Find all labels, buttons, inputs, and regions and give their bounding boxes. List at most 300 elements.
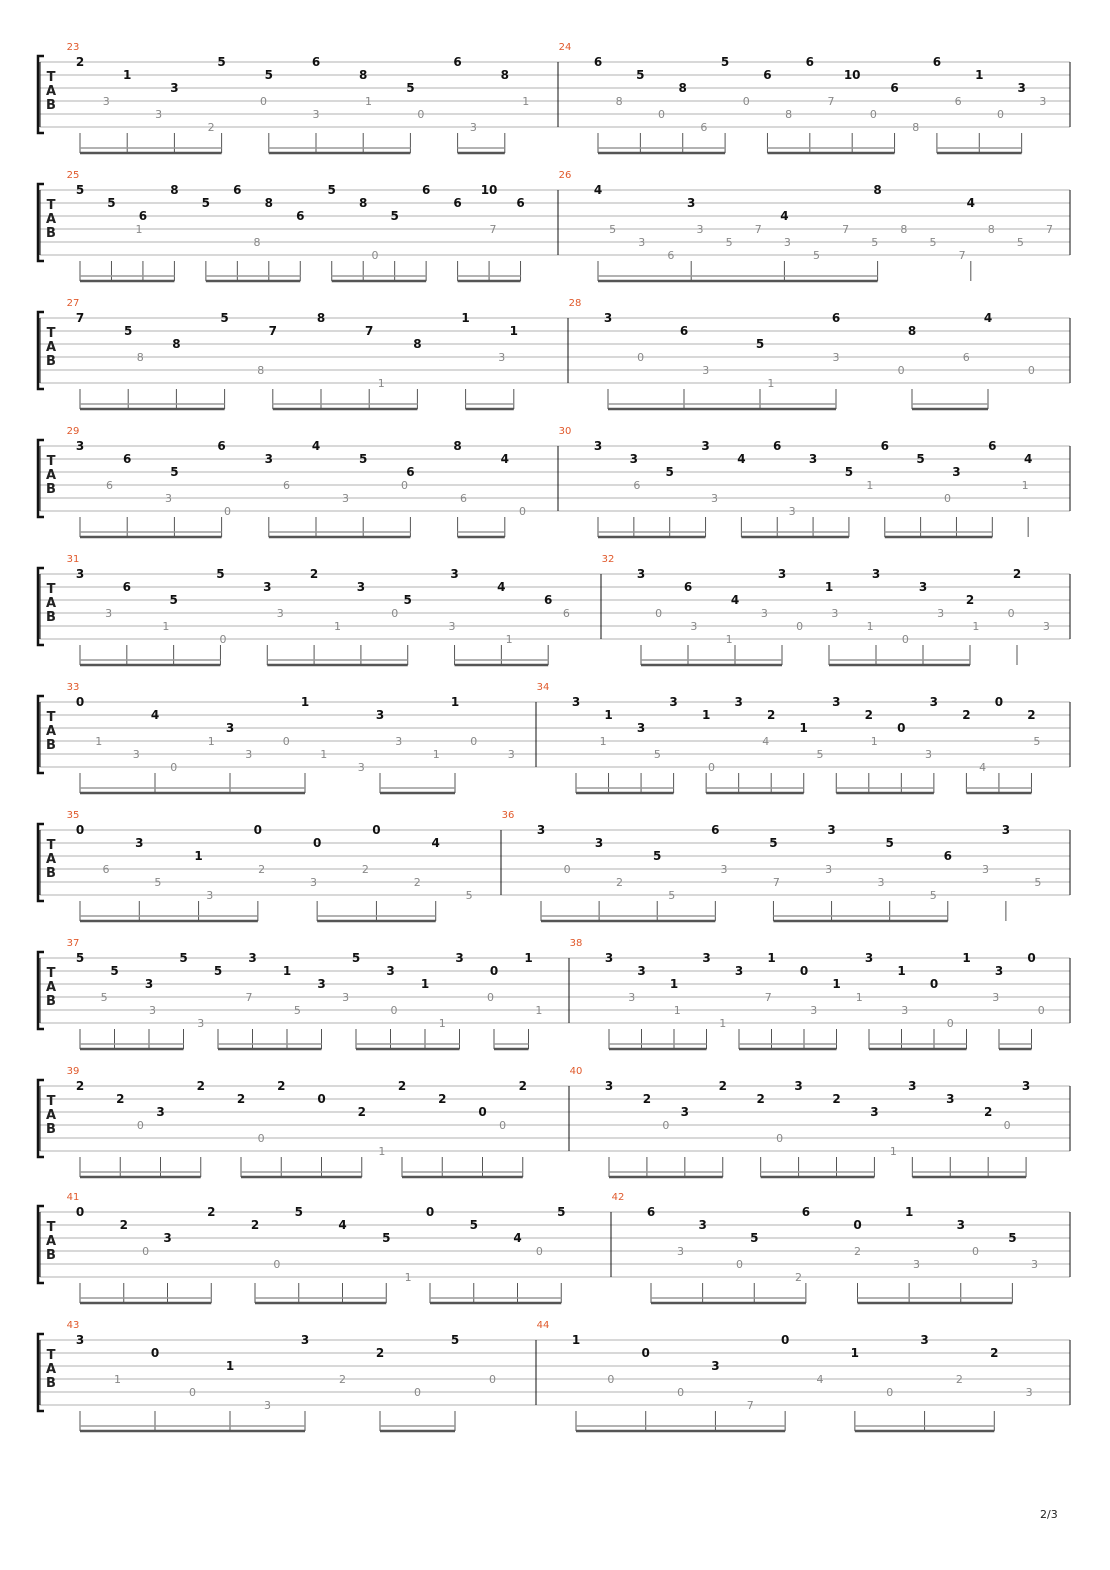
bass-fret-number: 1 — [364, 95, 372, 108]
tab-clef-letter: A — [45, 1362, 57, 1377]
fret-number: 5 — [755, 337, 765, 351]
bass-fret-number: 3 — [148, 1004, 156, 1017]
fret-number: 3 — [808, 452, 818, 466]
fret-number: 5 — [665, 465, 674, 479]
bass-fret-number: 7 — [772, 876, 780, 889]
bass-fret-number: 5 — [653, 748, 661, 761]
bass-fret-number: 0 — [260, 95, 268, 108]
fret-number: 1 — [824, 580, 834, 594]
fret-number: 0 — [75, 1205, 85, 1219]
tab-clef-letter: T — [46, 710, 56, 725]
fret-number: 6 — [831, 311, 841, 325]
fret-number: 5 — [450, 1333, 460, 1347]
bass-fret-number: 0 — [142, 1245, 150, 1258]
system-bracket — [38, 1206, 44, 1283]
bass-fret-number: 3 — [810, 1004, 818, 1017]
fret-number: 6 — [406, 465, 415, 479]
bass-fret-number: 3 — [155, 108, 163, 121]
tab-clef-letter: A — [45, 852, 57, 867]
bass-fret-number: 6 — [633, 479, 641, 492]
bass-fret-number: 1 — [719, 1017, 727, 1030]
fret-number: 3 — [156, 1105, 165, 1119]
page-number: 2/3 — [1040, 1508, 1058, 1521]
bass-fret-number: 6 — [962, 351, 970, 364]
bass-fret-number: 8 — [900, 223, 908, 236]
bass-fret-number: 3 — [831, 607, 839, 620]
fret-number: 4 — [730, 593, 740, 607]
fret-number: 3 — [375, 708, 385, 722]
fret-number: 3 — [300, 1333, 310, 1347]
fret-number: 2 — [357, 1105, 366, 1119]
tab-clef-letter: B — [46, 1248, 56, 1263]
bass-fret-number: 1 — [522, 95, 530, 108]
bass-fret-number: 8 — [253, 236, 261, 249]
measure-number: 28 — [568, 298, 582, 309]
bass-fret-number: 1 — [889, 1145, 897, 1158]
tab-clef-letter: T — [46, 582, 56, 597]
fret-number: 2 — [983, 1105, 993, 1119]
fret-number: 3 — [248, 951, 257, 965]
fret-number: 1 — [604, 708, 613, 722]
fret-number: 2 — [518, 1079, 527, 1093]
fret-number: 5 — [1008, 1231, 1017, 1245]
fret-number: 3 — [455, 951, 464, 965]
fret-number: 3 — [669, 695, 678, 709]
fret-number: 3 — [994, 964, 1004, 978]
fret-number: 2 — [75, 1079, 85, 1093]
fret-number: 1 — [194, 849, 203, 863]
fret-number: 3 — [920, 1333, 929, 1347]
bass-fret-number: 1 — [870, 735, 878, 748]
tab-clef-letter: B — [46, 482, 56, 497]
fret-number: 8 — [873, 183, 882, 197]
fret-number: 3 — [794, 1079, 803, 1093]
bass-fret-number: 3 — [702, 364, 710, 377]
fret-number: 3 — [734, 695, 743, 709]
fret-number: 6 — [296, 209, 305, 223]
bass-fret-number: 0 — [170, 761, 178, 774]
tab-clef-letter: T — [46, 966, 56, 981]
bass-fret-number: 0 — [1037, 1004, 1045, 1017]
fret-number: 1 — [450, 695, 460, 709]
bass-fret-number: 0 — [136, 1119, 144, 1132]
bass-fret-number: 7 — [489, 223, 497, 236]
bass-fret-number: 0 — [273, 1258, 281, 1271]
bass-fret-number: 4 — [816, 1373, 824, 1386]
fret-number: 6 — [544, 593, 553, 607]
fret-number: 3 — [711, 1359, 720, 1373]
measure-number: 37 — [66, 938, 80, 949]
fret-number: 1 — [420, 977, 430, 991]
fret-number: 0 — [75, 695, 85, 709]
tab-clef-letter: A — [45, 340, 57, 355]
fret-number: 3 — [636, 721, 646, 735]
fret-number: 6 — [801, 1205, 811, 1219]
bass-fret-number: 6 — [283, 479, 290, 492]
fret-number: 3 — [946, 1092, 955, 1106]
bass-fret-number: 1 — [855, 991, 863, 1004]
bass-fret-number: 5 — [929, 236, 937, 249]
fret-number: 3 — [536, 823, 546, 837]
fret-number: 4 — [150, 708, 160, 722]
bass-fret-number: 1 — [972, 620, 980, 633]
tab-clef-letter: B — [46, 738, 56, 753]
fret-number: 6 — [679, 324, 689, 338]
fret-number: 4 — [513, 1231, 522, 1245]
fret-number: 3 — [170, 81, 179, 95]
bass-fret-number: 3 — [197, 1017, 205, 1030]
bass-fret-number: 3 — [783, 236, 791, 249]
measure-number: 30 — [558, 426, 572, 437]
bass-fret-number: 2 — [361, 863, 369, 876]
bass-fret-number: 5 — [609, 223, 617, 236]
fret-number: 5 — [406, 81, 415, 95]
fret-number: 3 — [594, 836, 604, 850]
fret-number: 1 — [975, 68, 984, 82]
bass-fret-number: 1 — [866, 479, 874, 492]
bass-fret-number: 3 — [357, 761, 365, 774]
bass-fret-number: 0 — [489, 1373, 496, 1386]
fret-number: 4 — [737, 452, 746, 466]
fret-number: 3 — [701, 439, 710, 453]
fret-number: 2 — [438, 1092, 447, 1106]
fret-number: 0 — [372, 823, 381, 837]
system-bracket — [38, 568, 44, 645]
bass-fret-number: 1 — [599, 735, 607, 748]
fret-number: 1 — [897, 964, 906, 978]
bass-fret-number: 0 — [470, 735, 478, 748]
bass-fret-number: 1 — [377, 377, 385, 390]
bass-fret-number: 3 — [638, 236, 646, 249]
fret-number: 2 — [207, 1205, 216, 1219]
bass-fret-number: 5 — [929, 889, 937, 902]
fret-number: 5 — [769, 836, 778, 850]
fret-number: 10 — [480, 183, 498, 197]
bass-fret-number: 5 — [1016, 236, 1024, 249]
fret-number: 3 — [871, 567, 881, 581]
fret-number: 5 — [557, 1205, 566, 1219]
fret-number: 0 — [489, 964, 499, 978]
bass-fret-number: 0 — [189, 1386, 196, 1399]
fret-number: 0 — [780, 1333, 790, 1347]
tab-clef-letter: A — [45, 1108, 57, 1123]
fret-number: 1 — [904, 1205, 914, 1219]
bass-fret-number: 8 — [136, 351, 144, 364]
bass-fret-number: 1 — [320, 748, 328, 761]
fret-number: 3 — [225, 721, 235, 735]
tab-clef-letter: A — [45, 212, 57, 227]
fret-number: 3 — [450, 567, 459, 581]
bass-fret-number: 3 — [760, 607, 768, 620]
bass-fret-number: 0 — [563, 863, 571, 876]
measure-number: 35 — [66, 810, 80, 821]
bass-fret-number: 6 — [667, 249, 675, 262]
bass-fret-number: 3 — [165, 492, 172, 505]
system-bracket — [38, 1334, 44, 1411]
measure-number: 32 — [601, 554, 615, 565]
tab-clef-letter: T — [46, 326, 56, 341]
tab-clef-letter: B — [46, 98, 56, 113]
fret-number: 1 — [123, 68, 132, 82]
bass-fret-number: 3 — [206, 889, 214, 902]
bass-fret-number: 6 — [954, 95, 962, 108]
fret-number: 8 — [170, 183, 179, 197]
fret-number: 6 — [453, 196, 462, 210]
fret-number: 5 — [916, 452, 925, 466]
fret-number: 3 — [864, 951, 874, 965]
fret-number: 7 — [365, 324, 374, 338]
fret-number: 8 — [264, 196, 273, 210]
measure-number: 36 — [501, 810, 515, 821]
bass-fret-number: 3 — [825, 863, 833, 876]
bass-fret-number: 3 — [877, 876, 885, 889]
bass-fret-number: 2 — [258, 863, 266, 876]
bass-fret-number: 5 — [154, 876, 162, 889]
fret-number: 5 — [294, 1205, 303, 1219]
tab-clef-letter: A — [45, 596, 57, 611]
bass-fret-number: 7 — [842, 223, 850, 236]
bass-fret-number: 2 — [207, 121, 215, 134]
bass-fret-number: 3 — [1031, 1258, 1038, 1271]
fret-number: 8 — [359, 68, 368, 82]
bass-fret-number: 5 — [871, 236, 879, 249]
fret-number: 0 — [317, 1092, 326, 1106]
bass-fret-number: 2 — [955, 1373, 963, 1386]
fret-number: 0 — [312, 836, 322, 850]
fret-number: 0 — [994, 695, 1004, 709]
fret-number: 7 — [75, 311, 85, 325]
fret-number: 5 — [359, 452, 368, 466]
bass-fret-number: 3 — [448, 620, 456, 633]
fret-number: 6 — [217, 439, 226, 453]
fret-number: 3 — [734, 964, 744, 978]
bass-fret-number: 8 — [987, 223, 995, 236]
fret-number: 1 — [767, 951, 776, 965]
fret-number: 8 — [678, 81, 687, 95]
bass-fret-number: 5 — [668, 889, 676, 902]
fret-number: 4 — [338, 1218, 347, 1232]
tab-clef-letter: B — [46, 354, 56, 369]
fret-number: 5 — [169, 593, 178, 607]
bass-fret-number: 7 — [958, 249, 966, 262]
tab-clef-letter: T — [46, 1094, 56, 1109]
bass-fret-number: 1 — [725, 633, 733, 646]
fret-number: 5 — [75, 183, 85, 197]
bass-fret-number: 3 — [937, 607, 945, 620]
bass-fret-number: 3 — [788, 505, 796, 518]
system-bracket — [38, 312, 44, 389]
fret-number: 8 — [359, 196, 368, 210]
bass-fret-number: 0 — [944, 492, 951, 505]
fret-number: 1 — [962, 951, 971, 965]
fret-number: 6 — [943, 849, 952, 863]
tab-clef-letter: T — [46, 454, 56, 469]
fret-number: 5 — [720, 55, 730, 69]
bass-fret-number: 3 — [982, 863, 990, 876]
fret-number: 2 — [832, 1092, 841, 1106]
bass-fret-number: 3 — [711, 492, 718, 505]
fret-number: 6 — [711, 823, 720, 837]
bass-fret-number: 4 — [762, 735, 770, 748]
bass-fret-number: 3 — [395, 735, 403, 748]
tab-clef-letter: T — [46, 838, 56, 853]
fret-number: 7 — [268, 324, 277, 338]
fret-number: 3 — [637, 964, 646, 978]
bass-fret-number: 0 — [637, 351, 645, 364]
fret-number: 5 — [390, 209, 399, 223]
bass-fret-number: 0 — [776, 1132, 784, 1145]
fret-number: 3 — [698, 1218, 707, 1232]
fret-number: 6 — [311, 55, 321, 69]
fret-number: 2 — [309, 567, 319, 581]
fret-number: 5 — [220, 311, 229, 325]
fret-number: 6 — [880, 439, 889, 453]
fret-number: 3 — [832, 695, 841, 709]
fret-number: 8 — [316, 311, 326, 325]
measure-number: 38 — [569, 938, 583, 949]
measure-number: 27 — [66, 298, 80, 309]
bass-fret-number: 0 — [655, 607, 663, 620]
fret-number: 0 — [150, 1346, 160, 1360]
fret-number: 3 — [75, 1333, 85, 1347]
fret-number: 4 — [500, 452, 509, 466]
fret-number: 0 — [929, 977, 939, 991]
fret-number: 1 — [282, 964, 292, 978]
fret-number: 1 — [300, 695, 310, 709]
bass-fret-number: 0 — [499, 1119, 507, 1132]
bass-fret-number: 3 — [342, 492, 349, 505]
bass-fret-number: 3 — [276, 607, 284, 620]
bass-fret-number: 6 — [102, 863, 110, 876]
tab-clef-letter: T — [46, 1220, 56, 1235]
fret-number: 2 — [1027, 708, 1036, 722]
fret-number: 5 — [201, 196, 211, 210]
fret-number: 3 — [604, 951, 614, 965]
fret-number: 5 — [264, 68, 273, 82]
measure-number: 31 — [66, 554, 80, 565]
tab-clef-letter: B — [46, 994, 56, 1009]
bass-fret-number: 0 — [658, 108, 666, 121]
fret-number: 3 — [827, 823, 836, 837]
fret-number: 2 — [642, 1092, 652, 1106]
fret-number: 2 — [375, 1346, 385, 1360]
fret-number: 3 — [636, 567, 646, 581]
bass-fret-number: 2 — [854, 1245, 861, 1258]
fret-number: 4 — [431, 836, 440, 850]
measure-number: 29 — [66, 426, 80, 437]
fret-number: 3 — [1001, 823, 1011, 837]
bass-fret-number: 6 — [106, 479, 113, 492]
fret-number: 3 — [75, 439, 85, 453]
fret-number: 2 — [196, 1079, 205, 1093]
fret-number: 6 — [421, 183, 431, 197]
fret-number: 3 — [1017, 81, 1026, 95]
bass-fret-number: 0 — [401, 479, 408, 492]
system-bracket — [38, 824, 44, 901]
fret-number: 5 — [327, 183, 336, 197]
fret-number: 2 — [119, 1218, 128, 1232]
bass-fret-number: 1 — [866, 620, 874, 633]
fret-number: 5 — [382, 1231, 391, 1245]
bass-fret-number: 3 — [1042, 620, 1050, 633]
fret-number: 2 — [990, 1346, 999, 1360]
fret-number: 4 — [1023, 452, 1033, 466]
bass-fret-number: 0 — [897, 364, 905, 377]
bass-fret-number: 3 — [1025, 1386, 1033, 1399]
fret-number: 6 — [773, 439, 782, 453]
bass-fret-number: 3 — [105, 607, 113, 620]
system-bracket — [38, 56, 44, 133]
fret-number: 6 — [593, 55, 603, 69]
fret-number: 3 — [687, 196, 696, 210]
fret-number: 5 — [750, 1231, 759, 1245]
fret-number: 4 — [593, 183, 603, 197]
fret-number: 3 — [952, 465, 961, 479]
fret-number: 3 — [593, 439, 603, 453]
fret-number: 0 — [253, 823, 263, 837]
fret-number: 6 — [890, 81, 899, 95]
bass-fret-number: 0 — [677, 1386, 685, 1399]
bass-fret-number: 0 — [662, 1119, 670, 1132]
bass-fret-number: 4 — [979, 761, 987, 774]
bass-fret-number: 3 — [992, 991, 1000, 1004]
fret-number: 4 — [497, 580, 506, 594]
bass-fret-number: 0 — [972, 1245, 979, 1258]
bass-fret-number: 0 — [1007, 607, 1015, 620]
bass-fret-number: 8 — [785, 108, 793, 121]
fret-number: 0 — [425, 1205, 435, 1219]
tab-clef-letter: B — [46, 610, 56, 625]
bass-fret-number: 3 — [312, 108, 320, 121]
fret-number: 6 — [683, 580, 693, 594]
bass-fret-number: 6 — [562, 607, 570, 620]
fret-number: 2 — [965, 593, 975, 607]
fret-number: 5 — [469, 1218, 478, 1232]
fret-number: 5 — [653, 849, 662, 863]
system-bracket — [38, 1080, 44, 1157]
fret-number: 5 — [213, 964, 223, 978]
bass-fret-number: 5 — [465, 889, 473, 902]
fret-number: 3 — [317, 977, 326, 991]
fret-number: 0 — [478, 1105, 487, 1119]
fret-number: 2 — [277, 1079, 286, 1093]
bass-fret-number: 0 — [417, 108, 425, 121]
fret-number: 3 — [680, 1105, 690, 1119]
bass-fret-number: 2 — [339, 1373, 346, 1386]
tab-clef-letter: A — [45, 724, 57, 739]
bass-fret-number: 0 — [736, 1258, 743, 1271]
measure-number: 33 — [66, 682, 80, 693]
fret-number: 8 — [413, 337, 422, 351]
system-bracket — [38, 440, 44, 517]
measure-number: 40 — [569, 1066, 583, 1077]
bass-fret-number: 3 — [102, 95, 110, 108]
bass-fret-number: 3 — [309, 876, 317, 889]
bass-fret-number: 5 — [816, 748, 824, 761]
tab-clef-letter: A — [45, 468, 57, 483]
bass-fret-number: 3 — [690, 620, 698, 633]
bass-fret-number: 0 — [519, 505, 526, 518]
fret-number: 5 — [170, 465, 179, 479]
bass-fret-number: 8 — [912, 121, 920, 134]
fret-number: 3 — [918, 580, 928, 594]
bass-fret-number: 0 — [607, 1373, 615, 1386]
fret-number: 2 — [75, 55, 85, 69]
fret-number: 0 — [641, 1346, 650, 1360]
tab-clef-letter: T — [46, 70, 56, 85]
fret-number: 3 — [629, 452, 639, 466]
fret-number: 1 — [509, 324, 518, 338]
